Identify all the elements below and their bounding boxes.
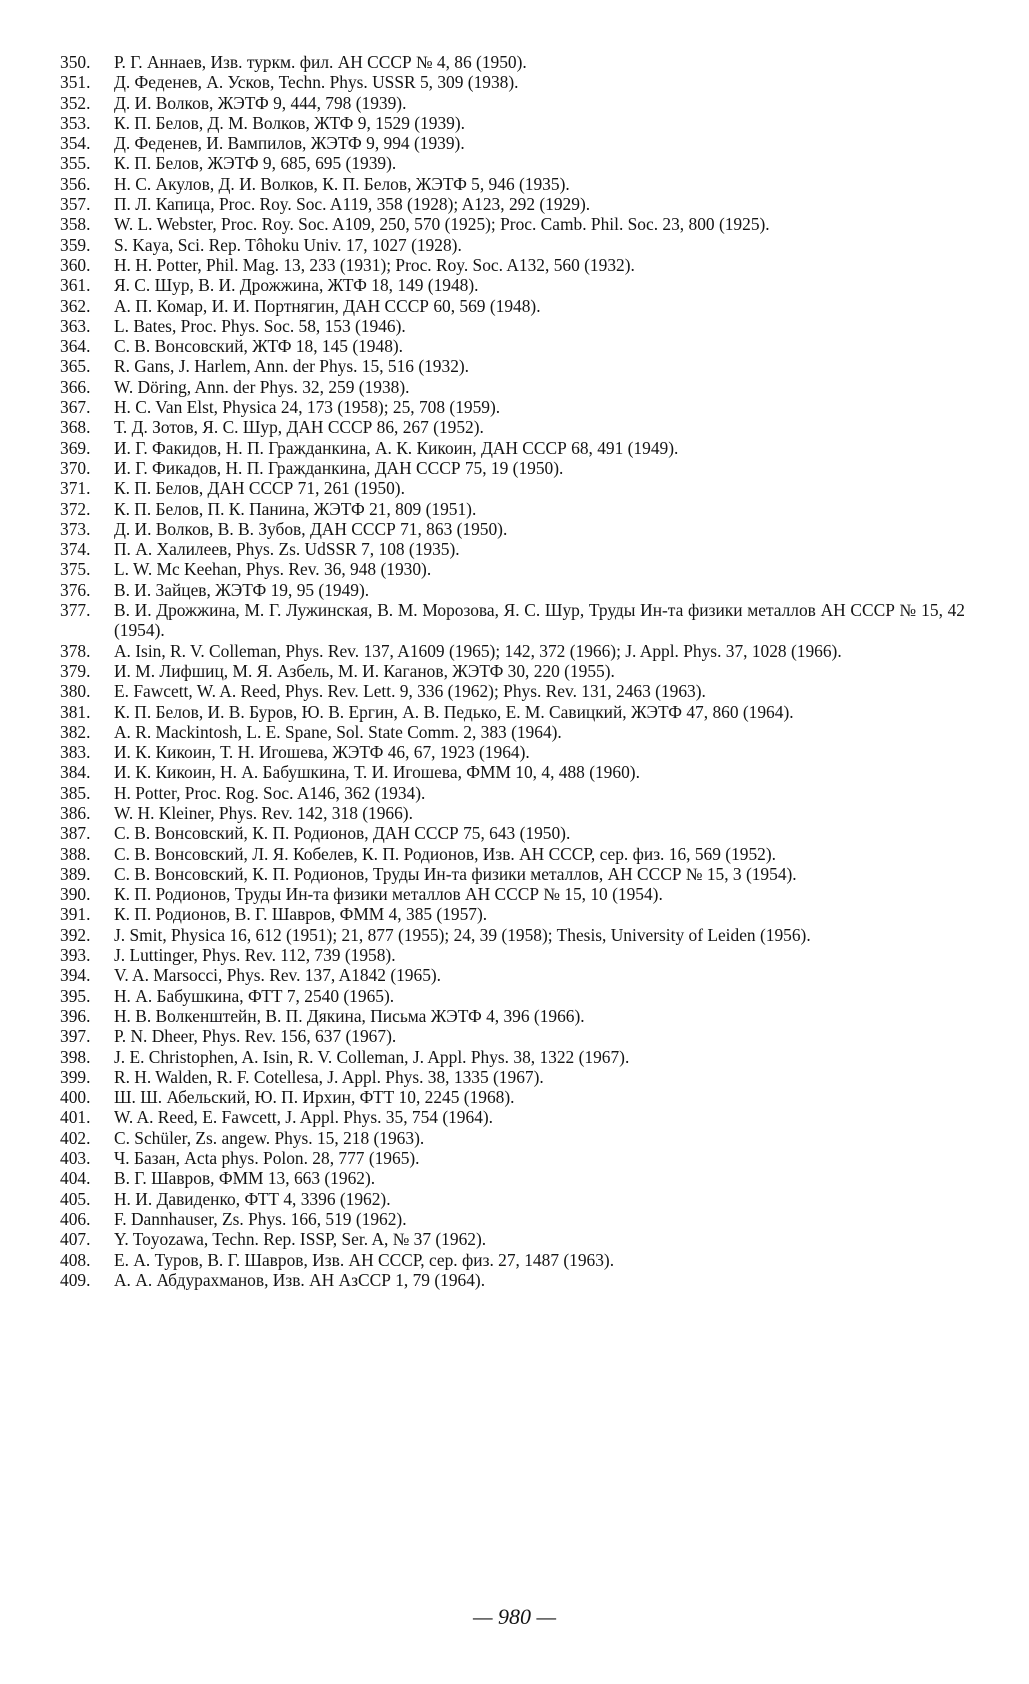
reference-text: Н. В. Волкенштейн, В. П. Дякина, Письма ЖЭТФ 4, 396 (1966). — [114, 1005, 585, 1026]
reference-text: W. Döring, Ann. der Phys. 32, 259 (1938). — [114, 376, 410, 397]
reference-entry — [60, 925, 965, 945]
reference-text: С. В. Вонсовский, Л. Я. Кобелев, К. П. Родионов, Изв. АН СССР, сер. физ. 16, 569 (1952). — [114, 843, 776, 864]
reference-entry — [60, 986, 965, 1006]
reference-number: 352. — [60, 92, 91, 113]
reference-entry — [60, 945, 965, 965]
reference-text: К. П. Белов, ЖЭТФ 9, 685, 695 (1939). — [114, 153, 397, 174]
reference-entry — [60, 1047, 965, 1067]
reference-entry — [60, 174, 965, 194]
reference-number: 397. — [60, 1026, 91, 1047]
reference-text: Ш. Ш. Абельский, Ю. П. Ирхин, ФТТ 10, 2245 (1968). — [114, 1087, 515, 1108]
reference-text: К. П. Белов, ДАН СССР 71, 261 (1950). — [114, 478, 405, 499]
reference-entry — [60, 600, 965, 641]
reference-text: C. Schüler, Zs. angew. Phys. 15, 218 (1963). — [114, 1127, 425, 1148]
reference-entry — [60, 1270, 965, 1290]
reference-number: 371. — [60, 478, 91, 499]
reference-text: К. П. Белов, И. В. Буров, Ю. В. Ергин, А. В. Педько, Е. М. Савицкий, ЖЭТФ 47, 860 (1964). — [114, 701, 794, 722]
reference-entry — [60, 965, 965, 985]
reference-text: R. Gans, J. Harlem, Ann. der Phys. 15, 516 (1932). — [114, 356, 470, 377]
reference-entry — [60, 458, 965, 478]
reference-number: 358. — [60, 214, 91, 235]
reference-entry — [60, 1189, 965, 1209]
reference-number: 361. — [60, 275, 91, 296]
reference-entry — [60, 255, 965, 275]
reference-number: 390. — [60, 884, 91, 905]
reference-number: 405. — [60, 1188, 91, 1209]
reference-number: 359. — [60, 234, 91, 255]
reference-number: 382. — [60, 721, 91, 742]
reference-entry — [60, 762, 965, 782]
reference-number: 400. — [60, 1087, 91, 1108]
reference-entry — [60, 803, 965, 823]
reference-entry — [60, 742, 965, 762]
reference-entry — [60, 722, 965, 742]
reference-text: W. H. Kleiner, Phys. Rev. 142, 318 (1966). — [114, 802, 413, 823]
reference-entry — [60, 72, 965, 92]
reference-number: 364. — [60, 336, 91, 357]
reference-entry — [60, 580, 965, 600]
reference-text: И. М. Лифшиц, М. Я. Азбель, М. И. Каганов, ЖЭТФ 30, 220 (1955). — [114, 660, 615, 681]
reference-entry — [60, 884, 965, 904]
reference-number: 350. — [60, 52, 91, 72]
reference-entry — [60, 194, 965, 214]
reference-text: H. Potter, Proc. Rog. Soc. A146, 362 (1934). — [114, 782, 426, 803]
reference-number: 354. — [60, 133, 91, 154]
reference-number: 398. — [60, 1046, 91, 1067]
reference-text: В. И. Дрожжина, М. Г. Лужинская, В. М. Морозова, Я. С. Шур, Труды Ин-та физики металлов АН СССР № 15, 42 (1954). — [114, 600, 965, 641]
reference-text: V. A. Marsocci, Phys. Rev. 137, A1842 (1965). — [114, 965, 442, 986]
reference-number: 399. — [60, 1066, 91, 1087]
page-number: — 980 — — [472, 1604, 557, 1629]
reference-number: 357. — [60, 194, 91, 215]
reference-text: П. А. Халилеев, Phys. Zs. UdSSR 7, 108 (1935). — [114, 539, 460, 560]
reference-entry — [60, 661, 965, 681]
reference-number: 366. — [60, 376, 91, 397]
reference-text: S. Kaya, Sci. Rep. Tôhoku Univ. 17, 1027 (1928). — [114, 234, 462, 255]
reference-entry — [60, 397, 965, 417]
reference-number: 374. — [60, 539, 91, 560]
reference-text: J. E. Christophen, A. Isin, R. V. Colleman, J. Appl. Phys. 38, 1322 (1967). — [114, 1046, 630, 1067]
reference-number: 362. — [60, 295, 91, 316]
reference-entry — [60, 783, 965, 803]
reference-number: 401. — [60, 1107, 91, 1128]
reference-number: 391. — [60, 904, 91, 925]
reference-text: Д. И. Волков, ЖЭТФ 9, 444, 798 (1939). — [114, 92, 407, 113]
reference-text: В. Г. Шавров, ФММ 13, 663 (1962). — [114, 1168, 376, 1189]
reference-text: Ч. Базан, Acta phys. Polon. 28, 777 (1965). — [114, 1148, 420, 1169]
reference-text: R. H. Walden, R. F. Cotellesa, J. Appl. Phys. 38, 1335 (1967). — [114, 1066, 544, 1087]
reference-number: 351. — [60, 72, 91, 93]
reference-text: И. Г. Факидов, Н. П. Гражданкина, А. К. Кикоин, ДАН СССР 68, 491 (1949). — [114, 437, 679, 458]
reference-entry — [60, 539, 965, 559]
reference-entry — [60, 1006, 965, 1026]
reference-entry — [60, 702, 965, 722]
reference-text: F. Dannhauser, Zs. Phys. 166, 519 (1962). — [114, 1208, 407, 1229]
reference-number: 378. — [60, 640, 91, 661]
reference-text: Н. А. Бабушкина, ФТТ 7, 2540 (1965). — [114, 985, 395, 1006]
reference-text: Р. Г. Аннаев, Изв. туркм. фил. АН СССР № 4, 86 (1950). — [114, 52, 527, 72]
reference-entry — [60, 1148, 965, 1168]
reference-number: 356. — [60, 173, 91, 194]
reference-number: 355. — [60, 153, 91, 174]
reference-number: 380. — [60, 681, 91, 702]
reference-number: 386. — [60, 802, 91, 823]
reference-text: Е. А. Туров, В. Г. Шавров, Изв. АН СССР, сер. физ. 27, 1487 (1963). — [114, 1249, 615, 1270]
reference-text: К. П. Белов, П. К. Панина, ЖЭТФ 21, 809 (1951). — [114, 498, 477, 519]
reference-text: Я. С. Шур, В. И. Дрожжина, ЖТФ 18, 149 (1948). — [114, 275, 479, 296]
reference-number: 365. — [60, 356, 91, 377]
reference-number: 360. — [60, 254, 91, 275]
reference-number: 403. — [60, 1148, 91, 1169]
reference-text: Д. Феденев, А. Усков, Techn. Phys. USSR 5, 309 (1938). — [114, 72, 519, 93]
reference-text: J. Smit, Physica 16, 612 (1951); 21, 877 (1955); 24, 39 (1958); Thesis, University of Leiden (1956). — [114, 924, 811, 945]
reference-entry — [60, 438, 965, 458]
reference-entry — [60, 296, 965, 316]
reference-text: В. И. Зайцев, ЖЭТФ 19, 95 (1949). — [114, 579, 370, 600]
reference-text: W. A. Reed, E. Fawcett, J. Appl. Phys. 35, 754 (1964). — [114, 1107, 494, 1128]
reference-text: Д. И. Волков, В. В. Зубов, ДАН СССР 71, 863 (1950). — [114, 518, 508, 539]
reference-number: 392. — [60, 924, 91, 945]
reference-entry — [60, 1107, 965, 1127]
reference-entry — [60, 1087, 965, 1107]
reference-text: С. В. Вонсовский, ЖТФ 18, 145 (1948). — [114, 336, 404, 357]
reference-text: Н. И. Давиденко, ФТТ 4, 3396 (1962). — [114, 1188, 391, 1209]
reference-text: H. H. Potter, Phil. Mag. 13, 233 (1931); Proc. Roy. Soc. A132, 560 (1932). — [114, 254, 635, 275]
reference-number: 389. — [60, 863, 91, 884]
reference-number: 393. — [60, 945, 91, 966]
reference-entry — [60, 1168, 965, 1188]
reference-entry — [60, 1128, 965, 1148]
reference-entry — [60, 356, 965, 376]
reference-number: 383. — [60, 742, 91, 763]
reference-entry — [60, 316, 965, 336]
reference-text: Т. Д. Зотов, Я. С. Шур, ДАН СССР 86, 267 (1952). — [114, 417, 484, 438]
reference-entry — [60, 478, 965, 498]
reference-number: 387. — [60, 823, 91, 844]
reference-text: К. П. Родионов, В. Г. Шавров, ФММ 4, 385 (1957). — [114, 904, 488, 925]
reference-entry — [60, 275, 965, 295]
reference-entry — [60, 336, 965, 356]
reference-entry — [60, 214, 965, 234]
reference-text: J. Luttinger, Phys. Rev. 112, 739 (1958). — [114, 945, 396, 966]
reference-text: К. П. Белов, Д. М. Волков, ЖТФ 9, 1529 (1939). — [114, 112, 466, 133]
reference-text: P. N. Dheer, Phys. Rev. 156, 637 (1967). — [114, 1026, 397, 1047]
reference-text: L. Bates, Proc. Phys. Soc. 58, 153 (1946). — [114, 315, 406, 336]
reference-entry — [60, 1209, 965, 1229]
reference-number: 377. — [60, 600, 91, 621]
reference-entry — [60, 1067, 965, 1087]
reference-number: 376. — [60, 579, 91, 600]
reference-entry — [60, 52, 965, 72]
reference-text: И. К. Кикоин, Н. А. Бабушкина, Т. И. Игошева, ФММ 10, 4, 488 (1960). — [114, 762, 640, 783]
reference-entry — [60, 844, 965, 864]
reference-entry — [60, 93, 965, 113]
reference-number: 406. — [60, 1208, 91, 1229]
reference-text: А. П. Комар, И. И. Портнягин, ДАН СССР 60, 569 (1948). — [114, 295, 541, 316]
reference-number: 402. — [60, 1127, 91, 1148]
reference-number: 368. — [60, 417, 91, 438]
reference-number: 407. — [60, 1229, 91, 1250]
reference-text: С. В. Вонсовский, К. П. Родионов, ДАН СССР 75, 643 (1950). — [114, 823, 571, 844]
reference-entry — [60, 519, 965, 539]
reference-entry — [60, 417, 965, 437]
reference-entry — [60, 1026, 965, 1046]
reference-number: 381. — [60, 701, 91, 722]
reference-text: Н. С. Акулов, Д. И. Волков, К. П. Белов, ЖЭТФ 5, 946 (1935). — [114, 173, 570, 194]
reference-entry — [60, 1229, 965, 1249]
reference-entry — [60, 153, 965, 173]
reference-entry — [60, 904, 965, 924]
reference-number: 409. — [60, 1269, 91, 1290]
reference-entry — [60, 133, 965, 153]
reference-number: 384. — [60, 762, 91, 783]
reference-entry — [60, 681, 965, 701]
reference-number: 385. — [60, 782, 91, 803]
reference-text: L. W. Mc Keehan, Phys. Rev. 36, 948 (1930). — [114, 559, 432, 580]
reference-text: А. А. Абдурахманов, Изв. АН АзССР 1, 79 (1964). — [114, 1269, 486, 1290]
reference-number: 395. — [60, 985, 91, 1006]
reference-text: A. Isin, R. V. Colleman, Phys. Rev. 137, A1609 (1965); 142, 372 (1966); J. Appl. Phys. 37, 1028 (1966). — [114, 640, 842, 661]
reference-number: 372. — [60, 498, 91, 519]
reference-entry — [60, 377, 965, 397]
reference-number: 379. — [60, 660, 91, 681]
reference-entry — [60, 1250, 965, 1270]
reference-text: A. R. Mackintosh, L. E. Spane, Sol. State Comm. 2, 383 (1964). — [114, 721, 562, 742]
reference-number: 353. — [60, 112, 91, 133]
reference-entry — [60, 113, 965, 133]
reference-entry — [60, 823, 965, 843]
reference-text: И. Г. Фикадов, Н. П. Гражданкина, ДАН СССР 75, 19 (1950). — [114, 457, 564, 478]
reference-entry — [60, 864, 965, 884]
reference-number: 404. — [60, 1168, 91, 1189]
reference-number: 373. — [60, 518, 91, 539]
reference-text: Д. Феденев, И. Вампилов, ЖЭТФ 9, 994 (1939). — [114, 133, 465, 154]
reference-entry — [60, 641, 965, 661]
reference-text: П. Л. Капица, Proc. Roy. Soc. A119, 358 (1928); A123, 292 (1929). — [114, 194, 591, 215]
reference-number: 394. — [60, 965, 91, 986]
reference-number: 363. — [60, 315, 91, 336]
reference-text: К. П. Родионов, Труды Ин-та физики металлов АН СССР № 15, 10 (1954). — [114, 884, 663, 905]
reference-text: С. В. Вонсовский, К. П. Родионов, Труды Ин-та физики металлов, АН СССР № 15, 3 (1954). — [114, 863, 797, 884]
reference-list — [60, 52, 965, 1290]
reference-entry — [60, 235, 965, 255]
reference-text: Y. Toyozawa, Techn. Rep. ISSP, Ser. A, № 37 (1962). — [114, 1229, 487, 1250]
reference-number: 388. — [60, 843, 91, 864]
reference-number: 367. — [60, 397, 91, 418]
reference-entry — [60, 559, 965, 579]
reference-number: 375. — [60, 559, 91, 580]
reference-number: 369. — [60, 437, 91, 458]
reference-number: 370. — [60, 457, 91, 478]
reference-entry — [60, 499, 965, 519]
reference-number: 396. — [60, 1005, 91, 1026]
reference-text: H. C. Van Elst, Physica 24, 173 (1958); 25, 708 (1959). — [114, 397, 501, 418]
reference-text: И. К. Кикоин, Т. Н. Игошева, ЖЭТФ 46, 67, 1923 (1964). — [114, 742, 530, 763]
reference-number: 408. — [60, 1249, 91, 1270]
reference-text: W. L. Webster, Proc. Roy. Soc. A109, 250, 570 (1925); Proc. Camb. Phil. Soc. 23, 800 (1925). — [114, 214, 770, 235]
reference-text: E. Fawcett, W. A. Reed, Phys. Rev. Lett. 9, 336 (1962); Phys. Rev. 131, 2463 (1963). — [114, 681, 706, 702]
